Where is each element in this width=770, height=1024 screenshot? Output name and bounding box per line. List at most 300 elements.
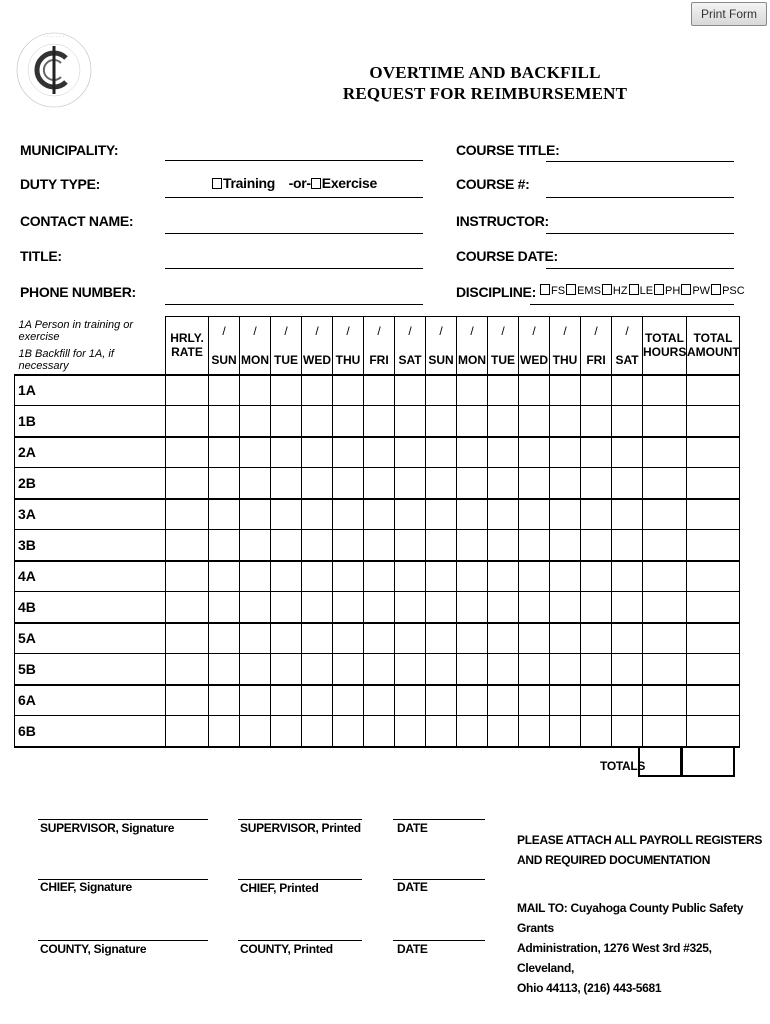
discipline-le-checkbox[interactable] xyxy=(629,284,639,295)
total-cell[interactable] xyxy=(643,716,687,747)
row-name-field[interactable] xyxy=(41,654,166,685)
hours-cell[interactable] xyxy=(488,530,519,561)
hours-cell[interactable] xyxy=(395,685,426,716)
hours-cell[interactable] xyxy=(550,437,581,468)
discipline-pw-checkbox[interactable] xyxy=(681,284,691,295)
hours-cell[interactable] xyxy=(581,716,612,747)
hours-cell[interactable] xyxy=(271,561,302,592)
hours-cell[interactable] xyxy=(612,530,643,561)
hours-cell[interactable] xyxy=(612,561,643,592)
discipline-options xyxy=(540,284,746,297)
hours-cell[interactable] xyxy=(271,654,302,685)
hours-cell[interactable] xyxy=(209,375,240,406)
hours-cell[interactable] xyxy=(395,375,426,406)
hours-cell[interactable] xyxy=(271,437,302,468)
row-name-field[interactable] xyxy=(41,592,166,623)
timesheet-table xyxy=(14,316,740,748)
row-name-field[interactable] xyxy=(41,561,166,592)
date-slash[interactable]: / xyxy=(333,317,364,346)
hours-cell[interactable] xyxy=(240,437,271,468)
hours-cell[interactable] xyxy=(333,375,364,406)
hours-cell[interactable] xyxy=(302,406,333,437)
hours-cell[interactable] xyxy=(426,561,457,592)
hours-cell[interactable] xyxy=(550,468,581,499)
hours-cell[interactable] xyxy=(333,654,364,685)
date-slash[interactable]: / xyxy=(457,317,488,346)
hours-cell[interactable] xyxy=(426,592,457,623)
totals-hours-cell[interactable] xyxy=(638,746,682,777)
hours-cell[interactable] xyxy=(240,592,271,623)
total-amount-text-2: AMOUNT xyxy=(687,345,740,360)
discipline-pw-label: PW xyxy=(692,285,711,297)
hours-cell[interactable] xyxy=(333,530,364,561)
hours-cell[interactable] xyxy=(581,685,612,716)
hours-cell[interactable] xyxy=(364,685,395,716)
hours-cell[interactable] xyxy=(240,530,271,561)
date-slash[interactable]: / xyxy=(395,317,426,346)
hourly-rate-cell[interactable] xyxy=(166,468,209,499)
hours-cell[interactable] xyxy=(302,716,333,747)
hours-cell[interactable] xyxy=(426,530,457,561)
hours-cell[interactable] xyxy=(333,716,364,747)
hours-cell[interactable] xyxy=(209,716,240,747)
municipality-label: MUNICIPALITY: xyxy=(20,142,119,158)
title-field[interactable] xyxy=(165,268,423,269)
instructor-label: INSTRUCTOR: xyxy=(456,213,549,229)
hours-cell[interactable] xyxy=(612,685,643,716)
hours-cell[interactable] xyxy=(612,437,643,468)
table-row xyxy=(15,654,740,685)
hours-cell[interactable] xyxy=(240,406,271,437)
hours-cell[interactable] xyxy=(302,375,333,406)
hours-cell[interactable] xyxy=(488,437,519,468)
hourly-rate-cell[interactable] xyxy=(166,406,209,437)
course-number-label: COURSE #: xyxy=(456,176,530,192)
hours-cell[interactable] xyxy=(333,685,364,716)
total-cell[interactable] xyxy=(643,437,687,468)
total-cell[interactable] xyxy=(643,375,687,406)
hours-cell[interactable] xyxy=(457,530,488,561)
row-name-field[interactable] xyxy=(41,406,166,437)
course-date-field[interactable] xyxy=(546,268,734,269)
hours-cell[interactable] xyxy=(333,592,364,623)
day-header-wed: WED xyxy=(519,346,550,375)
hours-cell[interactable] xyxy=(302,623,333,654)
total-cell[interactable] xyxy=(687,623,740,654)
hourly-rate-cell[interactable] xyxy=(166,623,209,654)
hours-cell[interactable] xyxy=(395,592,426,623)
hourly-rate-header xyxy=(166,317,209,375)
hours-cell[interactable] xyxy=(364,654,395,685)
hours-cell[interactable] xyxy=(519,406,550,437)
total-cell[interactable] xyxy=(687,406,740,437)
hours-cell[interactable] xyxy=(271,592,302,623)
supervisor-signature-label: SUPERVISOR, Signature xyxy=(40,821,175,835)
hours-cell[interactable] xyxy=(457,437,488,468)
hours-cell[interactable] xyxy=(240,375,271,406)
row-name-field[interactable] xyxy=(41,468,166,499)
hours-cell[interactable] xyxy=(457,375,488,406)
hours-cell[interactable] xyxy=(271,499,302,530)
hours-cell[interactable] xyxy=(240,561,271,592)
row-name-field[interactable] xyxy=(41,685,166,716)
form-title xyxy=(300,62,670,104)
county-date-line[interactable] xyxy=(393,940,485,941)
hours-cell[interactable] xyxy=(550,623,581,654)
row-name-field[interactable] xyxy=(41,623,166,654)
table-row xyxy=(15,468,740,499)
day-header-mon: MON xyxy=(240,346,271,375)
hours-cell[interactable] xyxy=(488,406,519,437)
hours-cell[interactable] xyxy=(488,685,519,716)
course-number-field[interactable] xyxy=(546,197,734,198)
total-cell[interactable] xyxy=(687,654,740,685)
date-slash[interactable]: / xyxy=(209,317,240,346)
hours-cell[interactable] xyxy=(519,468,550,499)
date-slash[interactable]: / xyxy=(612,317,643,346)
hours-cell[interactable] xyxy=(426,406,457,437)
row-label: 3A xyxy=(15,499,41,530)
hours-cell[interactable] xyxy=(581,561,612,592)
hours-cell[interactable] xyxy=(519,375,550,406)
total-cell[interactable] xyxy=(643,406,687,437)
hours-cell[interactable] xyxy=(395,437,426,468)
day-header-thu: THU xyxy=(550,346,581,375)
row-label: 4B xyxy=(15,592,41,623)
contact-name-field[interactable] xyxy=(165,233,423,234)
hours-cell[interactable] xyxy=(581,623,612,654)
row-name-field[interactable] xyxy=(41,375,166,406)
total-amount-header xyxy=(687,317,740,375)
hours-cell[interactable] xyxy=(426,716,457,747)
hours-cell[interactable] xyxy=(612,406,643,437)
municipality-field[interactable] xyxy=(165,160,423,161)
hourly-rate-cell[interactable] xyxy=(166,685,209,716)
print-form-button[interactable]: Print Form xyxy=(691,2,767,26)
discipline-fs-label: FS xyxy=(551,285,566,297)
hours-cell[interactable] xyxy=(240,654,271,685)
date-slash[interactable]: / xyxy=(550,317,581,346)
hours-cell[interactable] xyxy=(302,530,333,561)
hours-cell[interactable] xyxy=(364,437,395,468)
hours-cell[interactable] xyxy=(519,685,550,716)
discipline-ph-checkbox[interactable] xyxy=(654,284,664,295)
hours-cell[interactable] xyxy=(302,437,333,468)
hours-cell[interactable] xyxy=(302,685,333,716)
hours-cell[interactable] xyxy=(488,592,519,623)
hours-cell[interactable] xyxy=(581,592,612,623)
hours-cell[interactable] xyxy=(209,623,240,654)
hours-cell[interactable] xyxy=(581,406,612,437)
hours-cell[interactable] xyxy=(209,437,240,468)
hours-cell[interactable] xyxy=(209,499,240,530)
hours-cell[interactable] xyxy=(209,561,240,592)
total-cell[interactable] xyxy=(687,561,740,592)
hours-cell[interactable] xyxy=(426,437,457,468)
total-cell[interactable] xyxy=(643,561,687,592)
hours-cell[interactable] xyxy=(612,592,643,623)
date-slash[interactable]: / xyxy=(364,317,395,346)
hours-cell[interactable] xyxy=(426,468,457,499)
hours-cell[interactable] xyxy=(488,654,519,685)
hours-cell[interactable] xyxy=(240,499,271,530)
duty-type-label: DUTY TYPE: xyxy=(20,176,100,192)
hours-cell[interactable] xyxy=(612,623,643,654)
hours-cell[interactable] xyxy=(271,716,302,747)
course-title-label: COURSE TITLE: xyxy=(456,142,560,158)
hours-cell[interactable] xyxy=(209,592,240,623)
hours-cell[interactable] xyxy=(364,623,395,654)
table-row xyxy=(15,499,740,530)
hours-cell[interactable] xyxy=(612,716,643,747)
hours-cell[interactable] xyxy=(612,654,643,685)
total-cell[interactable] xyxy=(643,623,687,654)
hourly-rate-cell[interactable] xyxy=(166,375,209,406)
hours-cell[interactable] xyxy=(333,406,364,437)
hours-cell[interactable] xyxy=(488,499,519,530)
hours-cell[interactable] xyxy=(488,468,519,499)
hours-cell[interactable] xyxy=(519,592,550,623)
hours-cell[interactable] xyxy=(333,468,364,499)
total-cell[interactable] xyxy=(643,685,687,716)
hours-cell[interactable] xyxy=(395,623,426,654)
hours-cell[interactable] xyxy=(271,375,302,406)
hours-cell[interactable] xyxy=(209,685,240,716)
total-cell[interactable] xyxy=(643,530,687,561)
row-label: 2A xyxy=(15,437,41,468)
hours-cell[interactable] xyxy=(457,406,488,437)
hours-cell[interactable] xyxy=(333,437,364,468)
hours-cell[interactable] xyxy=(457,685,488,716)
row-name-field[interactable] xyxy=(41,530,166,561)
hourly-rate-cell[interactable] xyxy=(166,530,209,561)
hours-cell[interactable] xyxy=(550,499,581,530)
total-cell[interactable] xyxy=(687,437,740,468)
total-cell[interactable] xyxy=(687,685,740,716)
hours-cell[interactable] xyxy=(271,530,302,561)
total-cell[interactable] xyxy=(687,716,740,747)
total-cell[interactable] xyxy=(643,592,687,623)
mail-note-line-1: MAIL TO: Cuyahoga County Public Safety Grants xyxy=(517,901,744,935)
chief-printed-line[interactable] xyxy=(238,879,362,880)
hours-cell[interactable] xyxy=(364,406,395,437)
hours-cell[interactable] xyxy=(271,406,302,437)
hours-cell[interactable] xyxy=(271,685,302,716)
hours-cell[interactable] xyxy=(240,623,271,654)
total-cell[interactable] xyxy=(687,592,740,623)
hours-cell[interactable] xyxy=(550,592,581,623)
exercise-label: Exercise xyxy=(321,175,377,191)
svg-text:· · · · · · ·: · · · · · · · xyxy=(44,34,64,40)
hours-cell[interactable] xyxy=(240,468,271,499)
hours-cell[interactable] xyxy=(395,499,426,530)
hours-cell[interactable] xyxy=(488,623,519,654)
course-date-label: COURSE DATE: xyxy=(456,248,558,264)
date-slash[interactable]: / xyxy=(426,317,457,346)
hours-cell[interactable] xyxy=(333,499,364,530)
hours-cell[interactable] xyxy=(302,592,333,623)
mail-note-line-2: Administration, 1276 West 3rd #325, Cleveland, xyxy=(517,941,712,975)
date-slash[interactable]: / xyxy=(302,317,333,346)
table-row xyxy=(15,530,740,561)
hours-cell[interactable] xyxy=(612,468,643,499)
hours-cell[interactable] xyxy=(488,716,519,747)
day-header-tue: TUE xyxy=(488,346,519,375)
hours-cell[interactable] xyxy=(457,716,488,747)
hours-cell[interactable] xyxy=(364,561,395,592)
hours-cell[interactable] xyxy=(457,561,488,592)
hours-cell[interactable] xyxy=(426,499,457,530)
hours-cell[interactable] xyxy=(519,623,550,654)
totals-amount-cell[interactable] xyxy=(681,746,735,777)
supervisor-signature-line[interactable] xyxy=(38,819,208,820)
total-cell[interactable] xyxy=(687,375,740,406)
discipline-fs-checkbox[interactable] xyxy=(540,284,550,295)
course-title-field[interactable] xyxy=(546,161,734,162)
county-signature-line[interactable] xyxy=(38,940,208,941)
title-label: TITLE: xyxy=(20,248,62,264)
total-cell[interactable] xyxy=(687,468,740,499)
hours-cell[interactable] xyxy=(209,530,240,561)
supervisor-printed-line[interactable] xyxy=(238,819,362,820)
date-slash[interactable]: / xyxy=(581,317,612,346)
hours-cell[interactable] xyxy=(395,654,426,685)
hours-cell[interactable] xyxy=(457,499,488,530)
hours-cell[interactable] xyxy=(364,375,395,406)
hours-cell[interactable] xyxy=(457,468,488,499)
county-printed-line[interactable] xyxy=(238,940,362,941)
hours-cell[interactable] xyxy=(209,406,240,437)
date-slash[interactable]: / xyxy=(519,317,550,346)
discipline-hz-checkbox[interactable] xyxy=(602,284,612,295)
hours-cell[interactable] xyxy=(519,530,550,561)
day-header-sun: SUN xyxy=(426,346,457,375)
hours-cell[interactable] xyxy=(395,468,426,499)
total-cell[interactable] xyxy=(687,499,740,530)
training-checkbox[interactable] xyxy=(212,178,222,189)
hours-cell[interactable] xyxy=(395,530,426,561)
date-slash[interactable]: / xyxy=(488,317,519,346)
hours-cell[interactable] xyxy=(519,716,550,747)
totals-label: TOTALS xyxy=(600,759,646,773)
row-name-field[interactable] xyxy=(41,437,166,468)
hours-cell[interactable] xyxy=(612,375,643,406)
hourly-rate-cell[interactable] xyxy=(166,499,209,530)
hours-cell[interactable] xyxy=(364,592,395,623)
hours-cell[interactable] xyxy=(581,499,612,530)
hours-cell[interactable] xyxy=(519,654,550,685)
hourly-rate-cell[interactable] xyxy=(166,437,209,468)
hours-cell[interactable] xyxy=(395,716,426,747)
hours-cell[interactable] xyxy=(395,561,426,592)
hours-cell[interactable] xyxy=(581,654,612,685)
hours-cell[interactable] xyxy=(364,468,395,499)
title-line-2: REQUEST FOR REIMBURSEMENT xyxy=(342,84,628,103)
hours-cell[interactable] xyxy=(581,468,612,499)
hours-cell[interactable] xyxy=(364,716,395,747)
hourly-rate-cell[interactable] xyxy=(166,654,209,685)
hours-cell[interactable] xyxy=(302,654,333,685)
discipline-psc-checkbox[interactable] xyxy=(711,284,721,295)
hours-cell[interactable] xyxy=(271,623,302,654)
total-cell[interactable] xyxy=(643,654,687,685)
discipline-label: DISCIPLINE: xyxy=(456,284,536,300)
hours-cell[interactable] xyxy=(612,499,643,530)
supervisor-date-line[interactable] xyxy=(393,819,485,820)
hours-cell[interactable] xyxy=(333,561,364,592)
hours-cell[interactable] xyxy=(426,654,457,685)
total-cell[interactable] xyxy=(687,530,740,561)
hours-cell[interactable] xyxy=(550,716,581,747)
hours-cell[interactable] xyxy=(457,654,488,685)
row-name-field[interactable] xyxy=(41,716,166,747)
hours-cell[interactable] xyxy=(302,499,333,530)
hours-cell[interactable] xyxy=(364,499,395,530)
hours-cell[interactable] xyxy=(209,654,240,685)
hours-cell[interactable] xyxy=(488,561,519,592)
discipline-ems-checkbox[interactable] xyxy=(566,284,576,295)
hours-cell[interactable] xyxy=(240,685,271,716)
hours-cell[interactable] xyxy=(364,530,395,561)
total-cell[interactable] xyxy=(643,499,687,530)
hours-cell[interactable] xyxy=(519,499,550,530)
row-label: 3B xyxy=(15,530,41,561)
hours-cell[interactable] xyxy=(271,468,302,499)
hours-cell[interactable] xyxy=(550,654,581,685)
hours-cell[interactable] xyxy=(581,530,612,561)
table-row xyxy=(15,716,740,747)
hours-cell[interactable] xyxy=(333,623,364,654)
hours-cell[interactable] xyxy=(302,468,333,499)
row-name-field[interactable] xyxy=(41,499,166,530)
county-printed-label: COUNTY, Printed xyxy=(240,942,333,956)
hours-cell[interactable] xyxy=(550,561,581,592)
hourly-rate-cell[interactable] xyxy=(166,716,209,747)
instructor-field[interactable] xyxy=(546,233,734,234)
hours-cell[interactable] xyxy=(426,623,457,654)
hours-cell[interactable] xyxy=(457,592,488,623)
hours-cell[interactable] xyxy=(488,375,519,406)
hours-cell[interactable] xyxy=(519,437,550,468)
date-slash[interactable]: / xyxy=(240,317,271,346)
hours-cell[interactable] xyxy=(519,561,550,592)
hours-cell[interactable] xyxy=(395,406,426,437)
hourly-rate-cell[interactable] xyxy=(166,592,209,623)
hours-cell[interactable] xyxy=(426,685,457,716)
hours-cell[interactable] xyxy=(581,437,612,468)
phone-number-field[interactable] xyxy=(165,304,423,305)
hours-cell[interactable] xyxy=(550,406,581,437)
hours-cell[interactable] xyxy=(550,375,581,406)
hours-cell[interactable] xyxy=(550,685,581,716)
total-cell[interactable] xyxy=(643,468,687,499)
hours-cell[interactable] xyxy=(426,375,457,406)
hourly-rate-cell[interactable] xyxy=(166,561,209,592)
exercise-checkbox[interactable] xyxy=(311,178,321,189)
hours-cell[interactable] xyxy=(302,561,333,592)
date-slash[interactable]: / xyxy=(271,317,302,346)
discipline-psc-label: PSC xyxy=(722,285,745,297)
discipline-ems-label: EMS xyxy=(577,285,601,297)
hours-cell[interactable] xyxy=(240,716,271,747)
hours-cell[interactable] xyxy=(581,375,612,406)
row-label: 5A xyxy=(15,623,41,654)
table-row xyxy=(15,623,740,654)
attach-note-line-2: AND REQUIRED DOCUMENTATION xyxy=(517,853,711,867)
hours-cell[interactable] xyxy=(457,623,488,654)
hours-cell[interactable] xyxy=(550,530,581,561)
hours-cell[interactable] xyxy=(209,468,240,499)
